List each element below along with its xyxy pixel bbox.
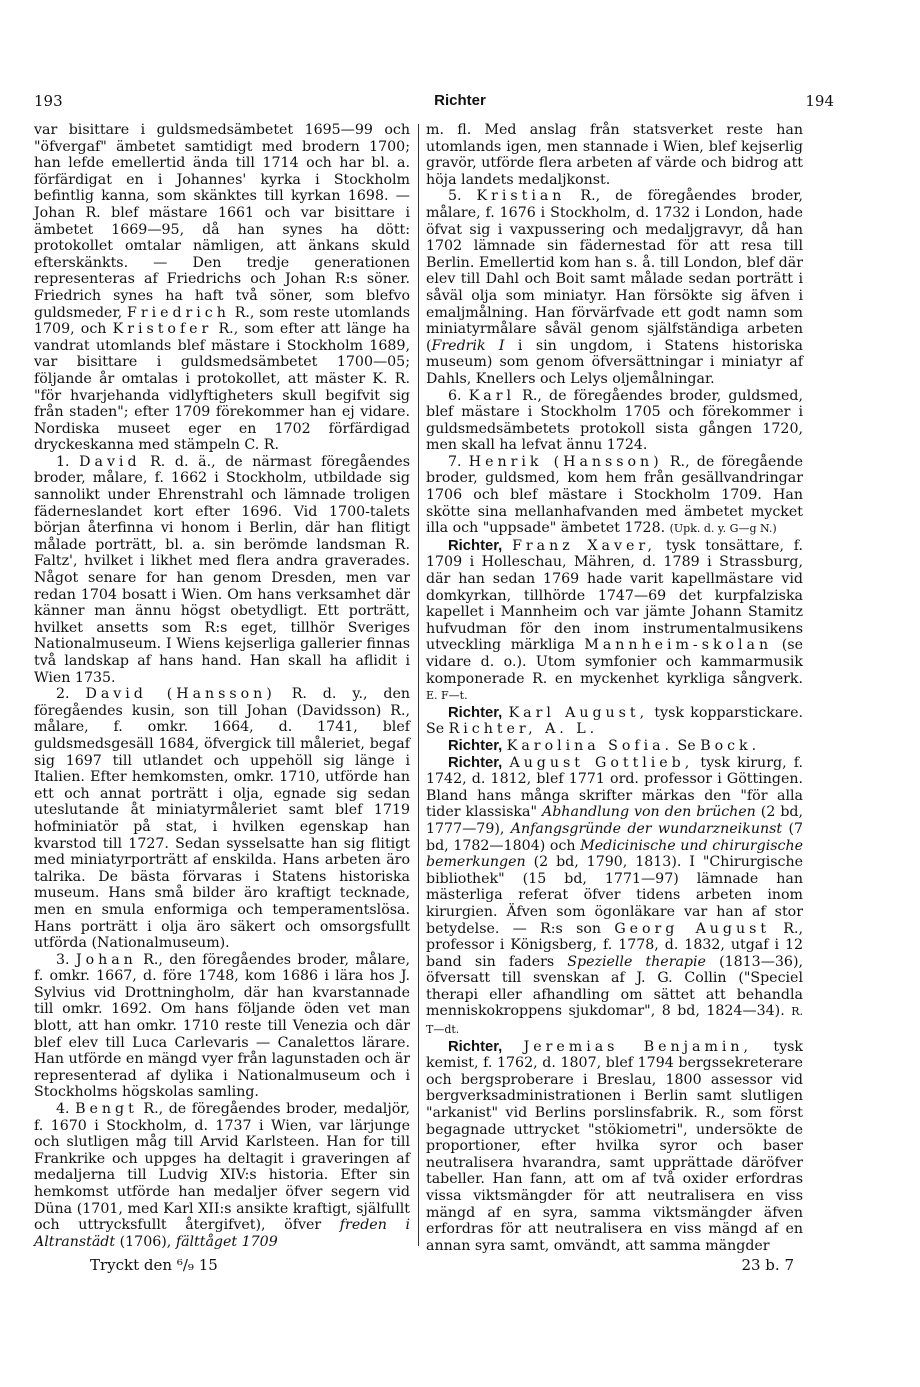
page-number-left: 193: [34, 92, 63, 110]
paragraph-johan: [34, 952, 410, 1101]
paragraph-karl: [426, 388, 803, 454]
number: 7.: [448, 453, 462, 470]
italic-title: Medicinische und chirurgische bemerkungen: [426, 837, 803, 871]
text: R., de föregåendes broder, målare, f. 1676 i Stockholm, d. 1732 i London, hade öfvat sig i vaxpussering och medaljgravyr, då han 1702 lämnade sin fädernestad för att resa till Berlin. Emellertid kom han s. å. till London, blef där elev till Dahl och Boit samt målade sedan porträtt i såväl olja som miniatyr. Han försökte sig äfven i emaljmålning. Han förvärfvade ett godt namn som miniatyrmålare såväl genom själfständiga arbeten (: [426, 188, 803, 354]
spaced-name: Karl August,: [508, 704, 649, 721]
text: R., de föregåendes broder, medaljör, f. 1670 i Stockholm, d. 1737 i Wien, var lärjunge och slutligen måg till Arvid Karlsteen. Han for till Frankrike och uppges ha deltagit i graveringen af medaljerna till Ludvig XIV:s historia. Efter sin hemkomst utförde han medaljer öfver segern vid Düna (1701, med Karl XII:s ansikte kraftigt, själfullt och uttrycksfullt återgifvet), öfver: [34, 1101, 410, 1234]
text: (2 bd, 1777—79),: [426, 804, 803, 837]
spaced-name: David (Hansson): [85, 686, 276, 703]
entry-headword: Richter,: [448, 737, 503, 754]
text: R., som reste utomlands 1709, och: [34, 304, 410, 338]
number: 5.: [448, 188, 462, 205]
spaced-name: Friedrich: [127, 304, 230, 321]
spaced-name: Georg August: [614, 920, 771, 937]
paragraph-intro: [34, 122, 410, 454]
text: Se: [677, 737, 696, 754]
text: (2 bd, 1790, 1813). I "Chirurgische bibliothek" (15 bd, 1771—97) lämnade han mästerliga referat öfver tidens arbeten inom kirurgien. Äfven som ögonläkare var han af stor betydelse. — R:s son: [426, 854, 804, 937]
spaced-name: August Gottlieb,: [509, 754, 694, 771]
spaced-name: Karolina Sofia.: [506, 737, 674, 754]
entry-headword: Richter,: [448, 1038, 503, 1055]
italic-title: fälttåget 1709: [175, 1233, 278, 1250]
right-column: [426, 122, 804, 1254]
text: (1813—36), öfversatt till svenskan af J. G. Collin ("Speciel therapi eller afhandling om sättet att behandla menniskokroppens sjukdomar", 8 bd, 1824—34).: [426, 953, 803, 1020]
spaced-name: David: [79, 453, 141, 470]
text: tysk kopparstickare. Se: [426, 704, 803, 738]
entry-franz-xaver: [426, 538, 803, 705]
cross-reference: Bock.: [700, 737, 761, 754]
text: tysk kirurg, f. 1742, d. 1812, blef 1771 ord. professor i Göttingen. Bland hans många skrifter märkas den "för alla tider klassiska": [426, 754, 804, 821]
paragraph-continued: [426, 122, 803, 188]
author-signature: E. F—t.: [426, 689, 468, 703]
italic-title: Spezielle therapie: [567, 953, 706, 970]
text: m. fl. Med anslag från statsverket reste han utomlands igen, men stannade i Wien, blef kejserlig gravör, utförde flera arbeten af värde och bidrog att höja landets medaljkonst.: [426, 122, 803, 188]
entry-august-gottlieb: [426, 755, 803, 1039]
paragraph-david-hansson: [34, 686, 410, 952]
number: 1.: [56, 453, 70, 470]
spaced-name: Kristian: [476, 188, 566, 205]
text: (se vidare d. o.). Utom symfonier och kammarmusik komponerade R. en myckenhet kyrkliga sångverk.: [426, 637, 803, 687]
number: 6.: [448, 387, 462, 404]
paragraph-david: [34, 454, 410, 686]
text: R., som efter att länge ha vandrat utomlands blef mästare i Stockholm 1689, var bisittare i guldsmedsämbetet 1700—05; följande år omtalas i protokollet, att mäster K. R. "för hvarjehanda vidlyftigheters skull begifvit sig från staden"; efter 1709 förekommer han ej vidare. Nordiska museet eger en 1702 förfärdigad dryckeskanna med stämpeln C. R.: [34, 321, 411, 454]
print-date: Tryckt den ⁶/₉ 15: [90, 1256, 218, 1274]
column-divider: [418, 124, 419, 1246]
text: R. d. ä., de närmast föregåendes broder, målare, f. 1662 i Stockholm, utbildade sig sannolikt under Ehrenstrahl och lämnade troligen fäderneslandet kort efter 1696. Vid 1700-talets början återfinna vi honom i Berlin, där han flitigt målade porträtt, bl. a. sin berömde landsman R. Faltz', hvilket i likhet med flera andra graverades. Något senare for han genom Dresden, men var redan 1704 bosatt i Wien. Om hans verksamhet där känner man ännu högst obetydligt. Ett porträtt, hvilket ansetts som R:s eget, tillhör Sveriges Nationalmuseum. I Wiens kejserliga gallerier finnas två landskap af hans hand. Han skall ha aflidit i Wien 1735.: [34, 453, 410, 686]
entry-headword: Richter,: [448, 704, 503, 721]
paragraph-bengt: [34, 1101, 410, 1250]
text: i sin ungdom, i Statens historiska museum) som genom öfversättningar i miniatyr af Dahls, Knellers och Lelys oljemålningar.: [426, 337, 803, 387]
entry-headword: Richter,: [448, 537, 503, 554]
spaced-name: Bengt: [75, 1101, 138, 1118]
italic-title: Fredrik I: [431, 337, 505, 354]
number: 3.: [56, 951, 70, 968]
signature-mark: 23 b. 7: [741, 1256, 794, 1274]
italic-title: Anfangsgründe der wundarzneikunst: [510, 820, 783, 837]
page-number-right: 194: [805, 92, 834, 110]
spaced-name: Karl: [468, 387, 515, 404]
text: (1706),: [119, 1233, 172, 1250]
paragraph-henrik: [426, 454, 803, 538]
text: tysk kemist, f. 1762, d. 1807, blef 1794 bergssekreterare och bergsproberare i Breslau, 1800 assessor vid bergverksadministrationen i Berlin samt slutligen "arkanist" vid Berlins porslinsfabrik. R., som först begagnade uttrycket "stökiometri", undersökte de proportioner, efter hvilka syror och baser neutralisera hvarandra, samt upprättade däröfver tabeller. Han fann, att om af två oxider erfordras vissa viktsmängder för att neutralisera en viss mängd af en syra, samma viktsmängder äfven erfordras för att neutralisera en viss mängd af en annan syra samt, omvändt, att samma mängder: [426, 1038, 803, 1254]
text: var bisittare i guldsmedsämbetet 1695—99 och "öfvergaf" ämbetet samtidigt med brodern 1700; han lefde emellertid ända till 1714 och har bl. a. förfärdigat en i Johannes' kyrka i Stockholm befintlig kanna, som skänktes till kyrkan 1698. — Johan R. blef mästare 1661 och var bisittare i ämbetet 1669—95, då han synes ha dött: protokollet omtalar nämligen, att änkans skuld efterskänkts. — Den tredje generationen representeras af Friedrichs och Johan R:s söner. Friedrich synes ha haft två söner, som blefvo guldsmeder,: [34, 122, 410, 321]
author-signature: (Upk. d. y. G—g N.): [669, 522, 777, 536]
paragraph-kristian: [426, 188, 803, 387]
text: R., de föregående broder, guldsmed, kom hem från gesällvandringar 1706 och blef mästare i Stockholm 1709. Han skötte sina mellanhafvanden med ämbetet mycket illa och "uppsade" ämbetet 1728.: [426, 453, 803, 537]
left-column: [34, 122, 411, 1250]
entry-karl-august: [426, 705, 803, 738]
running-title: Richter: [434, 92, 486, 109]
spaced-name: Kristofer: [112, 321, 213, 338]
spaced-name: Henrik (Hansson): [468, 453, 663, 470]
number: 2.: [56, 686, 70, 703]
number: 4.: [56, 1101, 70, 1118]
text: R., den föregåendes broder, målare, f. omkr. 1667, d. före 1748, kom 1686 i lära hos J. Sylvius vid Drottningholm, där han kvarstannade till omkr. 1692. Om hans följande öden vet man blott, att han omkr. 1710 reste till Venezia och där blef elev till Luca Carlevaris — Canalettos lärare. Han utförde en mängd vyer från lagunstaden och är representerad af dylika i Nationalmuseum och i Stockholms högskolas samling.: [34, 951, 411, 1101]
italic-title: Abhandlung von den brüchen: [541, 804, 756, 821]
text: R., de föregåendes broder, guldsmed, blef mästare i Stockholm 1705 och förekommer i guldsmedsämbetets protokoll sista gången 1720, men skall ha lefvat ännu 1724.: [426, 387, 803, 454]
spaced-name: Johan: [75, 951, 137, 968]
text: tysk tonsättare, f. 1709 i Holleschau, Mähren, d. 1789 i Strassburg, där han sedan 1769 hade varit kapellmästare vid domkyrkan, tillhörde 1747—69 det kurpfalziska kapellet i Mannheim och var jämte Johann Stamitz hufvudman för den inom instrumentalmusikens utveckling märkliga: [426, 537, 804, 654]
cross-reference: Richter, A. L.: [448, 721, 599, 738]
entry-karolina-sofia: [426, 738, 803, 755]
entry-jeremias-benjamin: [426, 1039, 803, 1255]
spaced-name: Jeremias Benjamin,: [523, 1038, 753, 1055]
text: (7 bd, 1782—1804) och: [426, 820, 803, 854]
spaced-name: Franz Xaver,: [512, 537, 657, 554]
text: R., professor i Königsberg, f. 1778, d. 1832, utgaf i 12 band sin faders: [426, 920, 803, 970]
text: R. d. y., den föregåendes kusin, son till Johan (Davidsson) R., målare, f. omkr. 1664, d. 1741, blef guldsmedsgesäll 1684, öfvergick till måleriet, begaf sig 1697 till utlandet och uppehöll sig länge i Italien. Efter hemkomsten, omkr. 1710, utförde han ett och annat porträtt i olja, egnade sig sedan uteslutande åt miniatyrmåleriet samt blef 1719 hofminiatör på stat, i hvilken egenskap han kvarstod till 1727. Sedan sysselsatte han sig flitigt med miniatyrporträtt af enskilda. Hans arbeten äro talrika. De bästa förvaras i Statens historiska museum. Hans små bilder äro kraftigt tecknade, men en smula enformiga och temperamentslösa. Hans porträtt i olja äro säkert och omsorgsfullt utförda (Nationalmuseum).: [34, 686, 410, 952]
spaced-name: Mannheim-skolan: [584, 637, 773, 654]
entry-headword: Richter,: [448, 754, 503, 771]
author-signature: R. T—dt.: [426, 1005, 803, 1037]
italic-title: freden i Altranstädt: [34, 1217, 410, 1250]
